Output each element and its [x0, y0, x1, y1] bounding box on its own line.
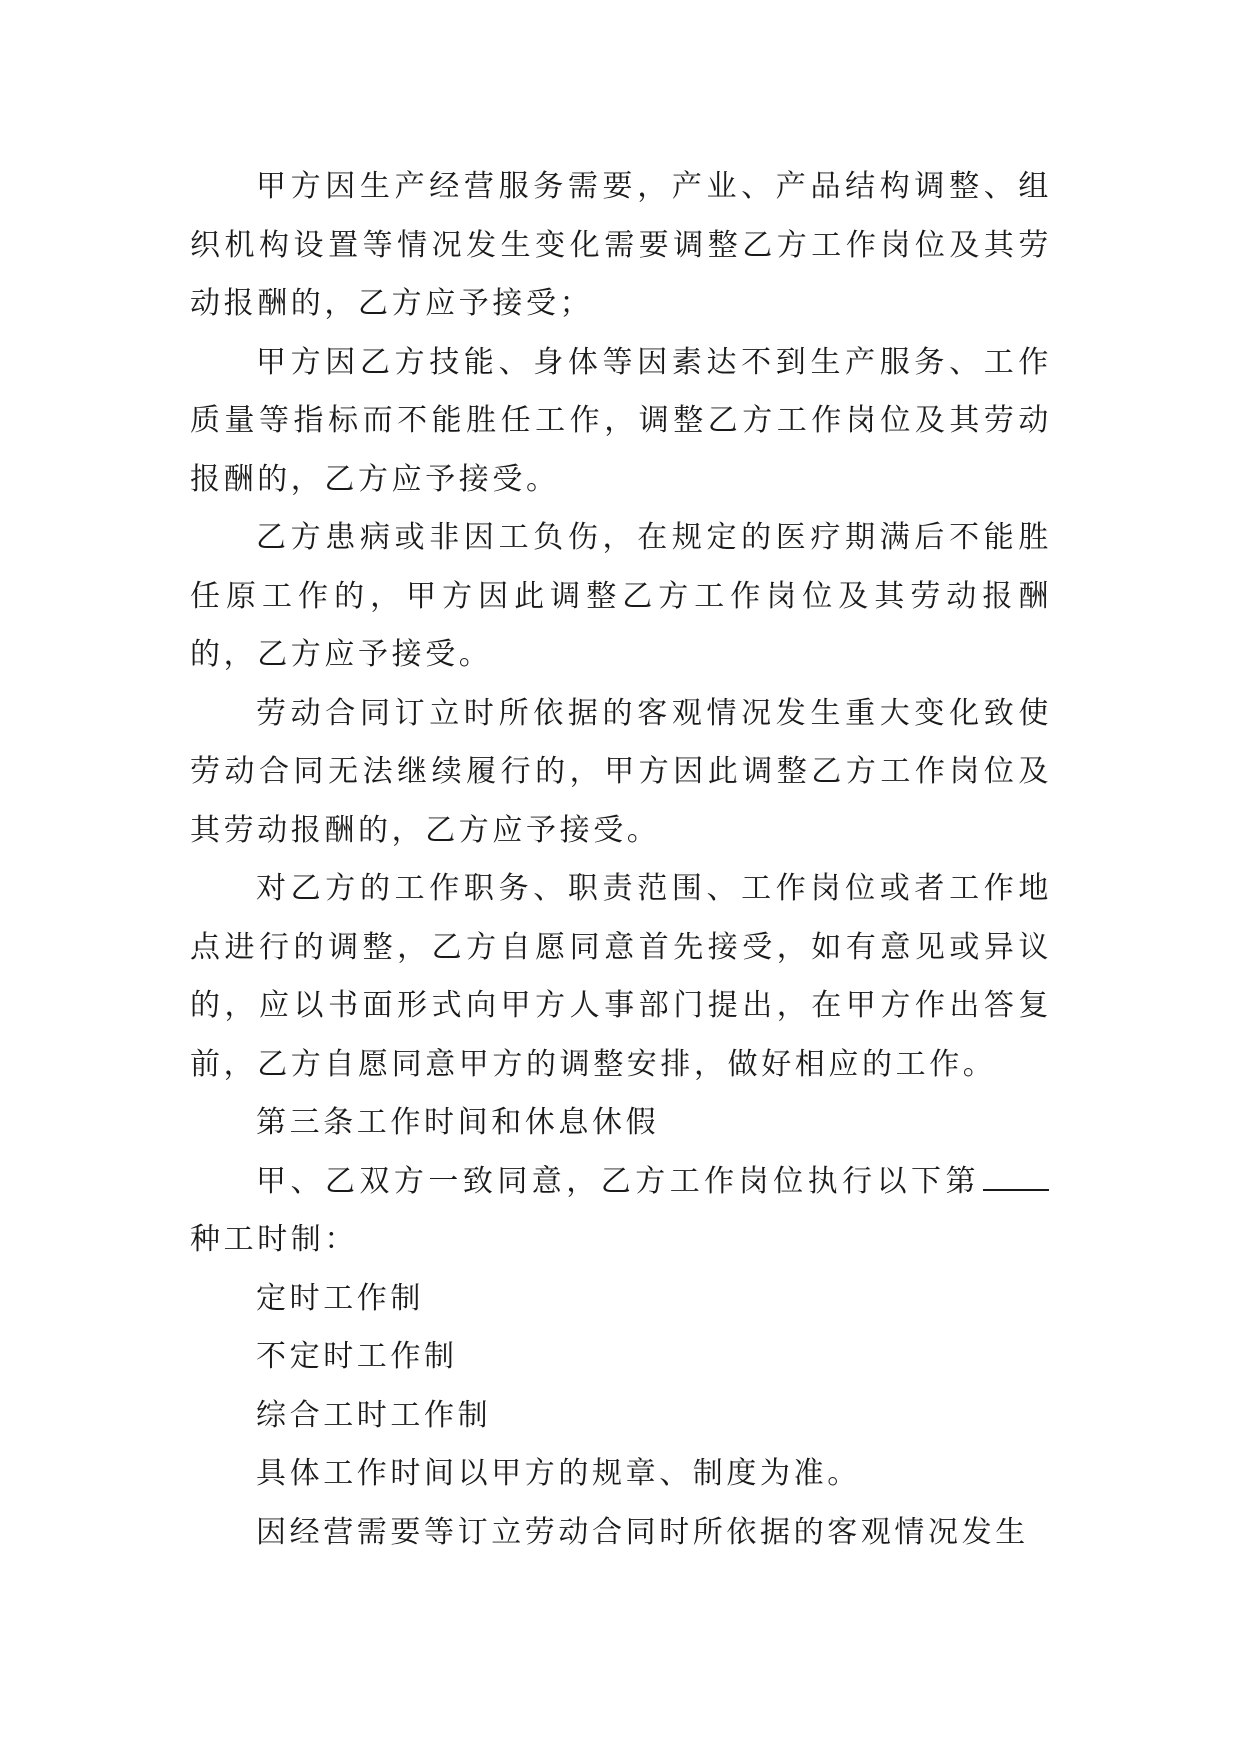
- paragraph-position-adjustment-illness: 乙方患病或非因工负伤，在规定的医疗期满后不能胜任原工作的，甲方因此调整乙方工作岗位及其劳动报酬的，乙方应予接受。: [190, 520, 1052, 672]
- paragraph-position-adjustment-objection: 对乙方的工作职务、职责范围、工作岗位或者工作地点进行的调整，乙方自愿同意首先接受，如有意见或异议的，应以书面形式向甲方人事部门提出，在甲方作出答复前，乙方自愿同意甲方的调整安排，做好相应的工作。: [190, 871, 1052, 1082]
- work-hours-clause-after: 种工时制：: [190, 1222, 358, 1257]
- fill-in-blank[interactable]: [983, 1163, 1049, 1191]
- paragraph-circumstance-change: 因经营需要等订立劳动合同时所依据的客观情况发生: [256, 1514, 1029, 1550]
- option-fixed-hours: 定时工作制: [256, 1280, 424, 1316]
- option-flexible-hours: 不定时工作制: [256, 1339, 458, 1374]
- option-comprehensive-hours: 综合工时工作制: [256, 1397, 492, 1433]
- paragraph-rules-reference: 具体工作时间以甲方的规章、制度为准。: [256, 1456, 861, 1491]
- document-body: [190, 158, 1052, 1562]
- work-hours-clause-before: 甲、乙双方一致同意，乙方工作岗位执行以下第: [256, 1163, 980, 1199]
- paragraph-position-adjustment-competence: 甲方因乙方技能、身体等因素达不到生产服务、工作质量等指标而不能胜任工作，调整乙方工作岗位及其劳动报酬的，乙方应予接受。: [190, 344, 1052, 497]
- paragraph-work-hours-clause: [190, 1153, 1052, 1270]
- paragraph-position-adjustment-business: 甲方因生产经营服务需要，产业、产品结构调整、组织机构设置等情况发生变化需要调整乙方工作岗位及其劳动报酬的，乙方应予接受；: [190, 169, 1052, 321]
- section-heading-article-3: 第三条工作时间和休息休假: [256, 1105, 660, 1140]
- paragraph-position-adjustment-circumstances: 劳动合同订立时所依据的客观情况发生重大变化致使劳动合同无法继续履行的，甲方因此调整乙方工作岗位及其劳动报酬的，乙方应予接受。: [190, 695, 1052, 848]
